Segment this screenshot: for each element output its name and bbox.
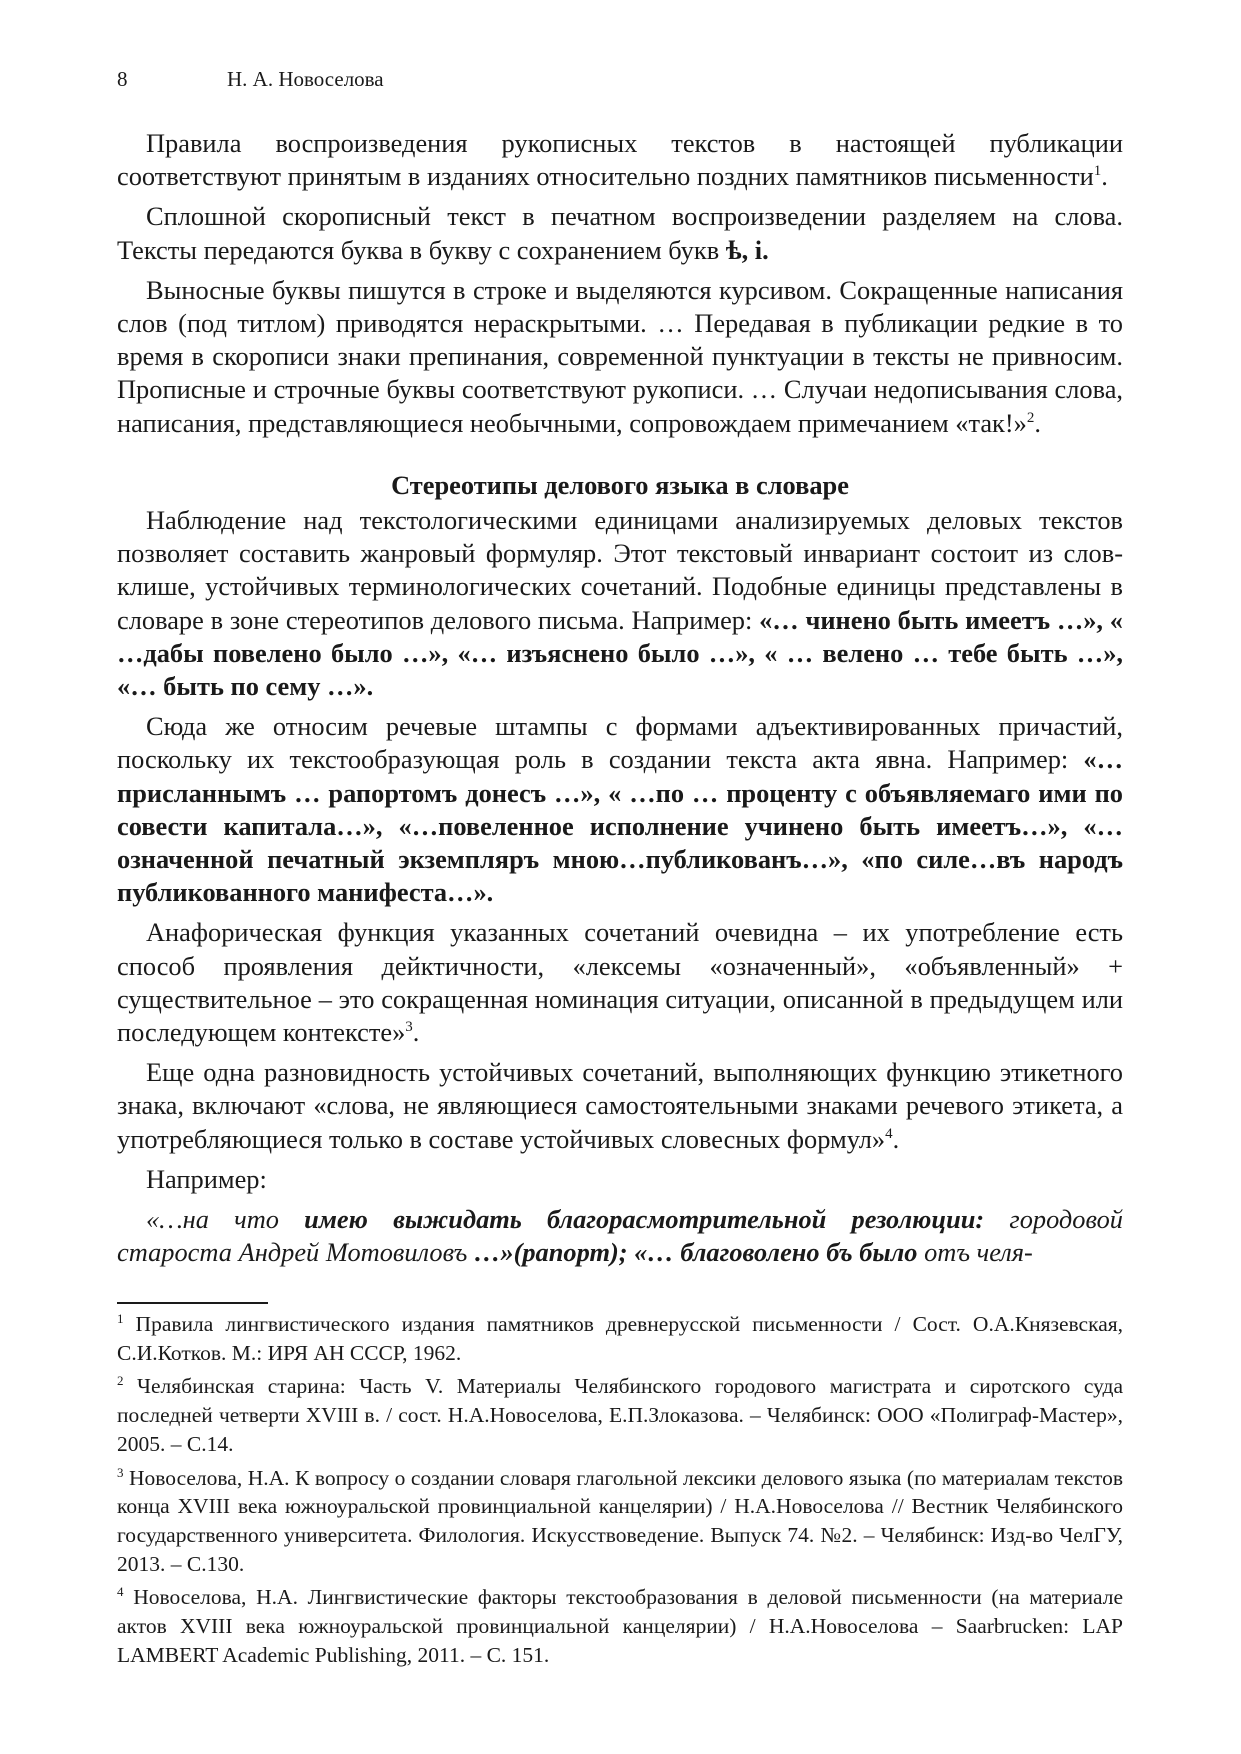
page-number: 8 [117,67,128,91]
footnote-ref-3[interactable]: 3 [405,1019,413,1036]
paragraph-7-text: Еще одна разновидность устойчивых сочетаний, выполняющих функцию этикетного знака, включают «слова, не являющиеся самостоятельными знаками речевого этикета, а употребляющиеся только в составе устойчивых словесных формул» [117,1057,1123,1154]
paragraph-5 [117,710,1123,909]
paragraph-3 [117,274,1123,440]
footnote-separator [117,1302,268,1304]
paragraph-2-text: Сплошной скорописный текст в печатном воспроизведении разделяем на слова. Тексты передаются буква в букву с сохранением букв [117,201,1123,265]
running-header-author: Н. А. Новоселова [227,67,384,91]
footnote-1 [117,1310,1123,1367]
paragraph-1-end: . [1101,161,1108,192]
section-heading: Стереотипы делового языка в словаре [391,469,849,500]
footnotes [117,1310,1123,1674]
paragraph-9-quote [117,1203,1123,1269]
footnote-2 [117,1372,1123,1458]
paragraph-6-end: . [412,1017,420,1048]
paragraph-6 [117,916,1123,1049]
quote-part-b: имею выжидать благорасмотрительной резолюции: [304,1204,985,1235]
paragraph-4-text: Наблюдение над текстологическими единицами анализируемых деловых текстов позволяет составить жанровый формуляр. Этот текстовый инвариант состоит из слов-клише, устойчивых терминологических сочетаний. Подобные единицы представлены в словаре в зоне стереотипов делового письма. Например: [117,505,1123,635]
quote-part-d: …»(рапорт); «… благоволено бъ было [473,1237,918,1268]
paragraph-5-text: Сюда же относим речевые штампы с формами адъективированных причастий, поскольку их текстообразующая роль в создании текста акта явна. Например: [117,711,1123,775]
footnote-2-text: Челябинская старина: Часть V. Материалы Челябинского городового магистрата и сиротского суда последней четверти XVIII в. / сост. Н.А.Новоселова, Е.П.Злоказова. – Челябинск: ООО «Полиграф-Мастер», 2005. – С.14. [117,1374,1123,1456]
quote-part-c: городовой староста Андрей Мотовиловъ [117,1204,1123,1268]
footnote-2-number: 2 [117,1373,124,1389]
main-text [117,127,1123,1277]
paragraph-1-text: Правила воспроизведения рукописных текстов в настоящей публикации соответствуют принятым в изданиях относительно поздних памятников письменности [117,128,1123,192]
footnote-3-number: 3 [117,1464,124,1480]
footnote-ref-1[interactable]: 1 [1093,163,1102,180]
footnote-1-number: 1 [117,1310,124,1326]
paragraph-3-end: . [1034,407,1041,438]
footnote-3 [117,1464,1123,1579]
paragraph-5-examples: «… присланнымъ … рапортомъ донесъ …», « …по … проценту с объявляемаго ими по совести капитала…», «…повеленное исполнение учинено быть имеетъ…», «…означенной печатный экземпляръ мною…публикованъ…», «по силе…въ народъ публикованного манифеста…». [117,744,1123,908]
paragraph-1 [117,127,1123,193]
paragraph-2 [117,200,1123,266]
paragraph-7-end: . [892,1123,900,1154]
paragraph-7 [117,1056,1123,1156]
paragraph-2-letters: ѣ, i. [725,234,769,265]
footnote-4-number: 4 [117,1584,124,1600]
quote-part-a: «…на что [146,1204,305,1235]
quote-part-e: отъ челя- [917,1237,1033,1268]
footnote-ref-4[interactable]: 4 [885,1125,893,1142]
paragraph-3-text: Выносные буквы пишутся в строке и выделяются курсивом. Сокращенные написания слов (под титлом) приводятся нераскрытыми. … Передавая в публикации редкие в то время в скорописи знаки препинания, современной пунктуации в тексты не привносим. Прописные и строчные буквы соответствуют рукописи. … Случаи недописывания слова, написания, представляющиеся необычными, сопровождаем примечанием «так!» [117,274,1123,438]
footnote-1-text: Правила лингвистического издания памятников древнерусской письменности / Сост. О.А.Князевская, С.И.Котков. М.: ИРЯ АН СССР, 1962. [117,1312,1124,1365]
paragraph-6-text: Анафорическая функция указанных сочетаний очевидна – их употребление есть способ проявления дейктичности, «лексемы «означенный», «объявленный» + существительное – это сокращенная номинация ситуации, описанной в предыдущем или последующем контексте» [117,917,1123,1048]
paragraph-4 [117,504,1123,703]
footnote-ref-2[interactable]: 2 [1026,409,1035,426]
footnote-3-text: Новоселова, Н.А. К вопросу о создании словаря глагольной лексики делового языка (по материалам текстов конца XVIII века южноуральской провинциальной канцелярии) / Н.А.Новоселова // Вестник Челябинского государственного университета. Филология. Искусствоведение. Выпуск 74. №2. – Челябинск: Изд-во ЧелГУ, 2013. – С.130. [117,1465,1123,1576]
paragraph-4-examples: «… чинено быть имеетъ …», « …дабы повелено было …», «… изъяснено было …», « … велено … тебе быть …», «… быть по сему …». [117,604,1123,702]
footnote-4-text: Новоселова, Н.А. Лингвистические факторы текстообразования в деловой письменности (на материале актов XVIII века южноуральской провинциальной канцелярии) / Н.А.Новоселова – Saarbrucken: LAP LAMBERT Academic Publishing, 2011. – С. 151. [117,1585,1123,1667]
paragraph-8: Например: [146,1163,267,1194]
footnote-4 [117,1583,1123,1669]
running-header [117,66,384,92]
